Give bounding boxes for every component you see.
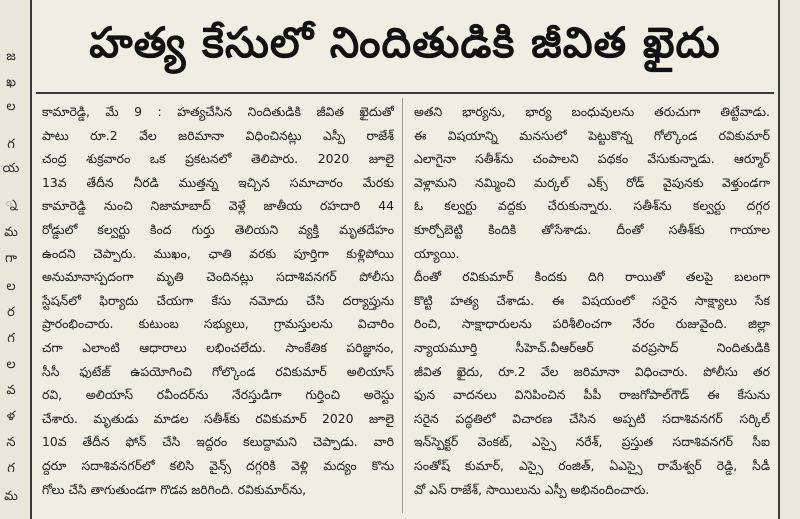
text-line: రోడ్డులో కల్వర్టు కింద గుర్తు తెలియని వ్యక్తి మృతదేహం bbox=[42, 221, 394, 237]
text-line: సంతోష్ కుమార్, ఎస్సై రంజిత్, ఏఎస్సై రామేశ్వర్ రెడ్డి, సీడీ bbox=[414, 457, 770, 473]
margin-glyph: ర bbox=[7, 305, 15, 320]
margin-glyph: ్న bbox=[4, 195, 17, 210]
text-line: కామారెడ్డి, మే 9 : హత్యచేసిన నిందితుడికి జీవిత ఖైదుతో bbox=[42, 104, 394, 119]
text-line: కొట్టి హత్య చేశాడు. ఈ విషయంలో సరైన సాక్ష్యాలు సేక bbox=[414, 292, 770, 308]
text-line: 10వ తేదీన ఫోన్ చేసి ఇద్దరం కలుద్దామని చెప్పాడు. వారి bbox=[42, 434, 394, 450]
left-border-rule bbox=[30, 0, 32, 519]
text-line: చంద్ర శుక్రవారం ఒక ప్రకటనలో తెలిపారు. 2020 జూలై bbox=[42, 151, 394, 167]
headline-rule bbox=[36, 92, 774, 94]
margin-glyph: గా bbox=[5, 251, 17, 266]
text-line: 13వ తేదీన నీరడి ముత్తన్న ఇచ్చిన సమాచారం మేరకు bbox=[42, 174, 394, 190]
text-line: గోలు చేసి తాగుతుండగా గొడవ జరిగింది. రవికుమార్‌ను, bbox=[42, 481, 307, 497]
margin-glyph: ల bbox=[6, 99, 16, 114]
text-line: రవి, అలియాస్ రవీందర్‌ను నేరస్తుడిగా గుర్తించి అరెస్టు bbox=[42, 387, 394, 403]
text-line: పాటు రూ.2 వేల జరిమానా విధించినట్లు ఎస్పీ రాజేశ్ bbox=[42, 127, 394, 143]
margin-glyph: ఖ bbox=[6, 75, 16, 90]
left-margin-strip bbox=[0, 0, 30, 519]
margin-glyph: మ bbox=[4, 489, 18, 504]
right-margin-strip bbox=[780, 0, 800, 519]
text-line: అనుమానాస్పదంగా మృతి చెందినట్లు సదాశివనగర్ పోలీసు bbox=[42, 269, 394, 285]
text-line: ఉందని చెప్పారు. ముఖం, ఛాతి వరకు పూర్తిగా కుళ్లిపోయి bbox=[42, 245, 394, 261]
text-line: ఫున వాదనలు వినిపించిన పీపీ రాజగోపాల్‌గౌడ్ ఈ కేసును bbox=[414, 387, 770, 403]
text-line: దీంతో రవికుమార్ కిందకు దిగి రాయితో తలపై బలంగా bbox=[414, 269, 770, 285]
text-line: ద్దరూ సదాశివనగర్‌లో కలిసి వైన్స్ దగ్గరికి వెళ్లి మద్యం కొను bbox=[42, 457, 394, 473]
text-line: సీసీ ఫుటేజ్ ఉపయోగించి గోల్కొండ రవికుమార్ అలియాస్ bbox=[42, 363, 394, 379]
text-line: సరైన పద్ధతిలో విచారణ చేసిన అప్పటి సదాశివనగర్ సర్కిల్ bbox=[414, 410, 770, 426]
column-separator bbox=[402, 98, 403, 513]
text-line: ఓ కల్వర్టు వద్దకు చేరుకున్నారు. సతీశ్‌ను కల్వర్టు దగ్గర bbox=[414, 198, 770, 214]
margin-glyph: న bbox=[6, 435, 16, 450]
margin-glyph: ళ bbox=[6, 409, 16, 424]
text-line: వెళ్లామని నమ్మించి మర్కల్ ఎక్స్ రోడ్ వైపునకు వెళ్తుండగా bbox=[414, 174, 770, 190]
right-column bbox=[414, 100, 770, 510]
margin-glyph: ల bbox=[6, 357, 16, 372]
text-line: య్యాయి. bbox=[414, 245, 460, 261]
margin-glyph: ల bbox=[6, 279, 16, 294]
text-line: ఇన్‌స్పెక్టర్ వెంకట్, ఎస్సై నరేశ్, ప్రస్తుత సదాశివనగర్ సీఐ bbox=[414, 434, 770, 450]
margin-glyph: వ bbox=[6, 383, 16, 398]
margin-glyph: జ bbox=[6, 49, 16, 64]
text-line: కామారెడ్డి నుంచి నిజామాబాద్ వెళ్లే జాతీయ రహదారి 44 bbox=[42, 198, 394, 214]
text-line: న్యాయమూర్తి సీహెచ్.వీఆర్ఆర్ వరప్రసాద్ నిందితుడికి bbox=[414, 339, 770, 355]
text-line: ఈ విషయాన్ని మనసులో పెట్టుకొన్న గోల్కొండ రవికుమార్ bbox=[414, 127, 770, 143]
text-line: రించి, సాక్షాధారులను పరిశీలించగా నేరం రుజువైంది. జిల్లా bbox=[414, 316, 770, 332]
text-line: కూర్చోబెట్టి కిందికి తోసేశాడు. దీంతో సతీశ్‌కు గాయాల bbox=[414, 221, 770, 237]
margin-glyph: మ bbox=[4, 225, 18, 240]
margin-glyph: గ bbox=[7, 137, 15, 152]
margin-glyph: య bbox=[2, 161, 20, 176]
margin-glyph: గ bbox=[7, 461, 15, 476]
text-line: ఎలాగైనా సతీశ్‌ను చంపాలని పథకం వేసుకున్నాడు. ఆర్మూర్ bbox=[414, 151, 770, 167]
left-column bbox=[42, 100, 394, 510]
text-line: జీవిత ఖైదు, రూ.2 వేల జరిమానా విధించారు. పోలీసు తర bbox=[414, 363, 770, 379]
text-line: వో ఎస్ రాజేశ్, సాయిలును ఎస్పీ అభినందించారు. bbox=[414, 481, 650, 497]
margin-glyph: గ bbox=[7, 331, 15, 346]
headline: హత్య కేసులో నిందితుడికి జీవిత ఖైదు bbox=[89, 18, 721, 67]
text-line: స్టేషన్‌లో ఫిర్యాదు చేయగా కేసు నమోదు చేసి దర్యాప్తును bbox=[42, 292, 394, 308]
text-line: ప్రారంభించారు. కుటుంబ సభ్యులు, గ్రామస్తులను విచారిం bbox=[42, 316, 394, 332]
text-line: అతని భార్యను, భార్య బంధువులను తరుచుగా తిట్టేవాడు. bbox=[414, 104, 770, 119]
text-line: చగా ఎలాంటి ఆధారాలు లభించలేదు. సాంకేతిక పరిజ్ఞానం, bbox=[42, 339, 394, 355]
text-line: చేశారు. మృతుడు మాడల సతీశ్‌కు రవికుమార్ 2020 జూలై bbox=[42, 410, 394, 426]
